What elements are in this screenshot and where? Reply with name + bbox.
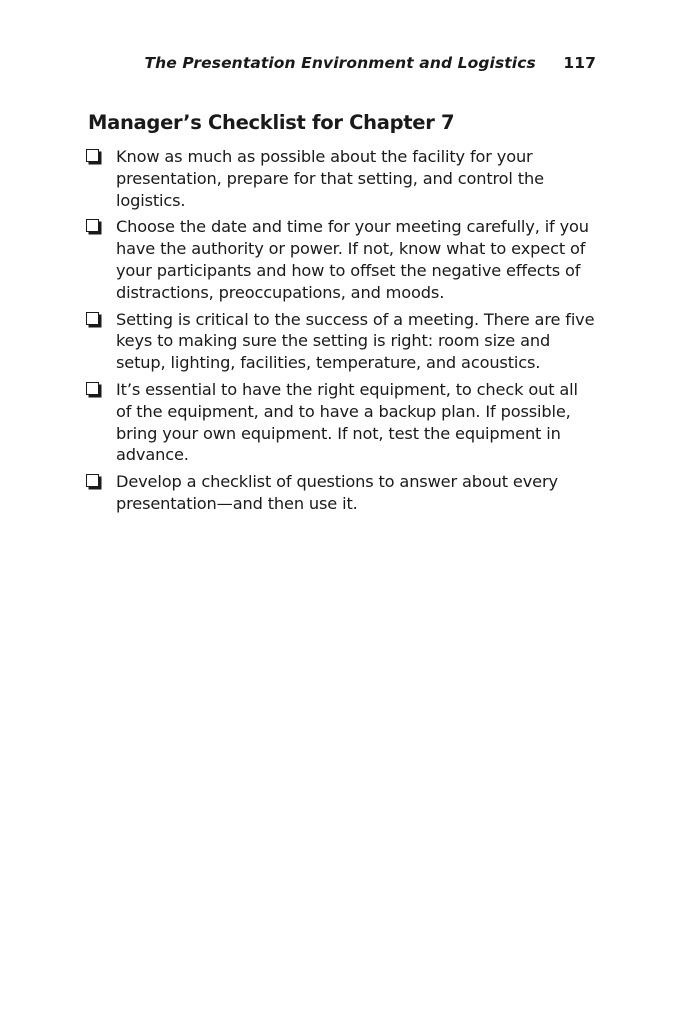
checklist-item <box>86 216 598 303</box>
checkbox-icon <box>86 312 99 325</box>
checkbox-icon <box>86 382 99 395</box>
checkbox-icon <box>86 149 99 162</box>
checklist-item-text: Know as much as possible about the facility for your presentation, prepare for that setting, and control the logistics. <box>116 147 544 210</box>
checklist-item <box>86 146 598 211</box>
section-title: Manager’s Checklist for Chapter 7 <box>88 111 455 134</box>
checklist-item-text: Develop a checklist of questions to answer about every presentation—and then use it. <box>116 472 558 513</box>
checklist-item-text: It’s essential to have the right equipment, to check out all of the equipment, and to have a backup plan. If possible, bring your own equipment. If not, test the equipment in advance. <box>116 379 578 465</box>
checklist-item <box>86 471 598 515</box>
checklist-item <box>86 309 598 374</box>
checklist <box>86 146 598 520</box>
page-number: 117 <box>563 54 596 72</box>
running-title: The Presentation Environment and Logistics <box>144 54 536 72</box>
checklist-item <box>86 379 598 466</box>
checklist-item-text: Choose the date and time for your meeting carefully, if you have the authority or power. If not, know what to expect of your participants and how to offset the negative effects of distractions, preoccupations, and moods. <box>116 217 589 302</box>
running-head <box>144 54 596 72</box>
checklist-item-text: Setting is critical to the success of a meeting. There are five keys to making sure the setting is right: room size and setup, lighting, facilities, temperature, and acoustics. <box>116 309 595 373</box>
checkbox-icon <box>86 474 99 487</box>
checkbox-icon <box>86 219 99 232</box>
